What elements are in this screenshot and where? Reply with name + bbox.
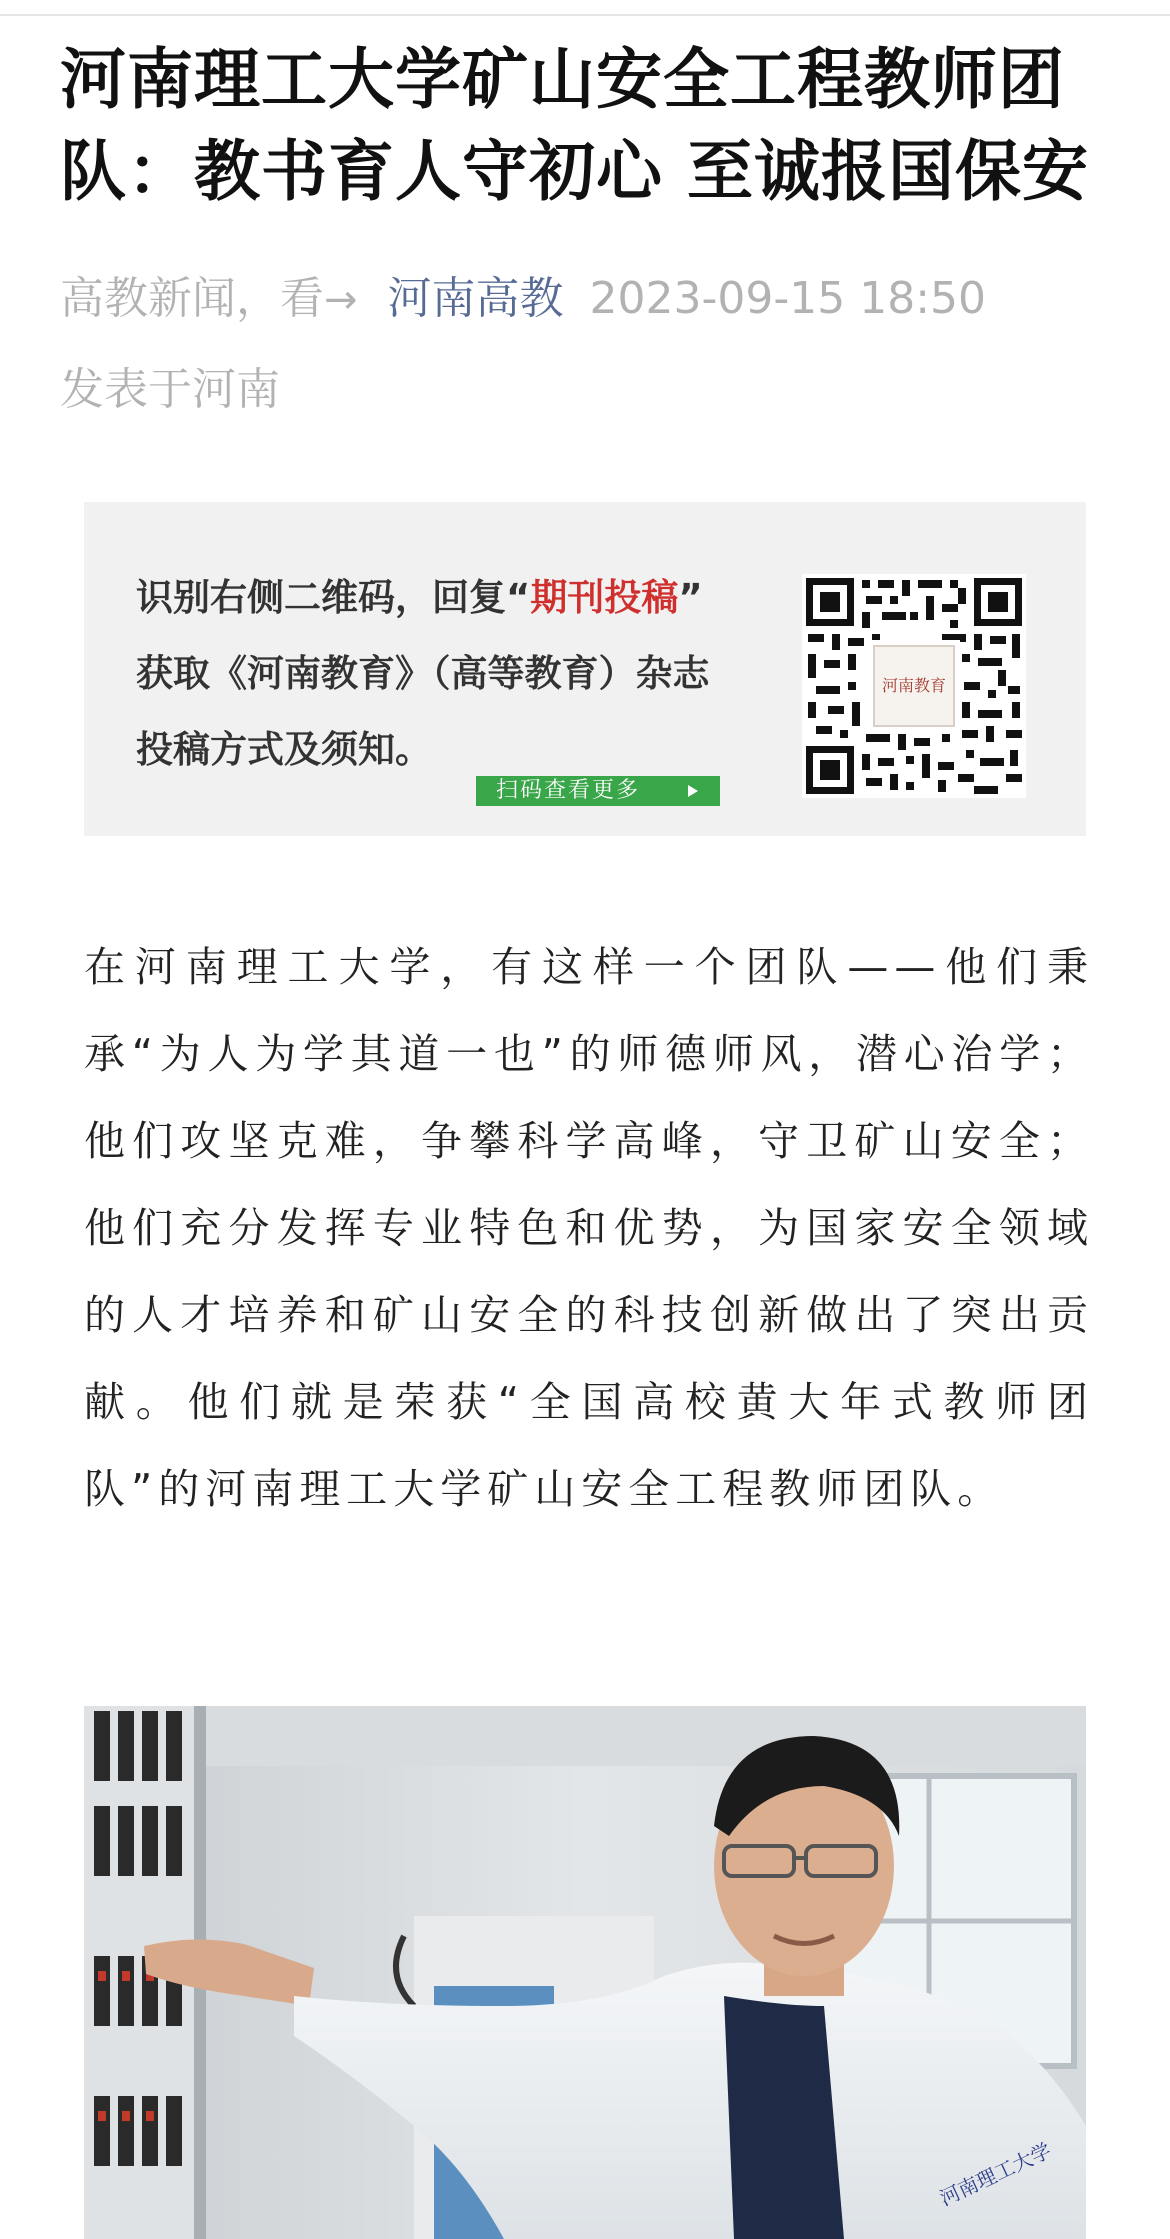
article-photo: [84, 1706, 1086, 2239]
play-triangle-icon: [688, 785, 698, 797]
promo-line-1: 识别右侧二维码，回复“期刊投稿”: [136, 576, 703, 619]
qr-code-icon: [802, 574, 1026, 798]
promo-highlight: 期刊投稿: [530, 576, 679, 619]
top-divider: [0, 14, 1170, 16]
publish-datetime: 2023-09-15 18:50: [589, 273, 987, 324]
arrow-right-icon: →: [324, 277, 358, 323]
account-name-link[interactable]: 河南高教: [387, 273, 564, 324]
teacher-lab-photo: [84, 1706, 1086, 2239]
promo-text: [136, 560, 796, 788]
coat-embroidery-text: 河南理工大学: [935, 2138, 1055, 2211]
qr-logo-text: 河南教育: [881, 676, 947, 695]
promo-line-3: 投稿方式及须知。: [136, 728, 432, 771]
scan-more-button[interactable]: 扫码查看更多: [476, 776, 720, 806]
publish-location: 发表于河南: [60, 364, 280, 415]
source-label: 高教新闻，看: [60, 273, 324, 324]
qr-code-image[interactable]: [802, 574, 1026, 798]
submission-promo-banner[interactable]: [84, 502, 1086, 836]
article-paragraph: 在河南理工大学，有这样一个团队——他们秉承“为人为学其道一也”的师德师风，潜心治学；他们攻坚克难，争攀科学高峰，守卫矿山安全；他们充分发挥专业特色和优势，为国家安全领域的人才培养和矿山安全的科技创新做出了突出贡献。他们就是荣获“全国高校黄大年式教师团队”的河南理工大学矿山安全工程教师团队。: [84, 943, 1094, 1513]
article-meta: [60, 254, 1120, 435]
article-title: 河南理工大学矿山安全工程教师团队：教书育人守初心 至诚报国保安: [60, 41, 1089, 210]
promo-line-2: 获取《河南教育》（高等教育）杂志: [136, 652, 710, 695]
